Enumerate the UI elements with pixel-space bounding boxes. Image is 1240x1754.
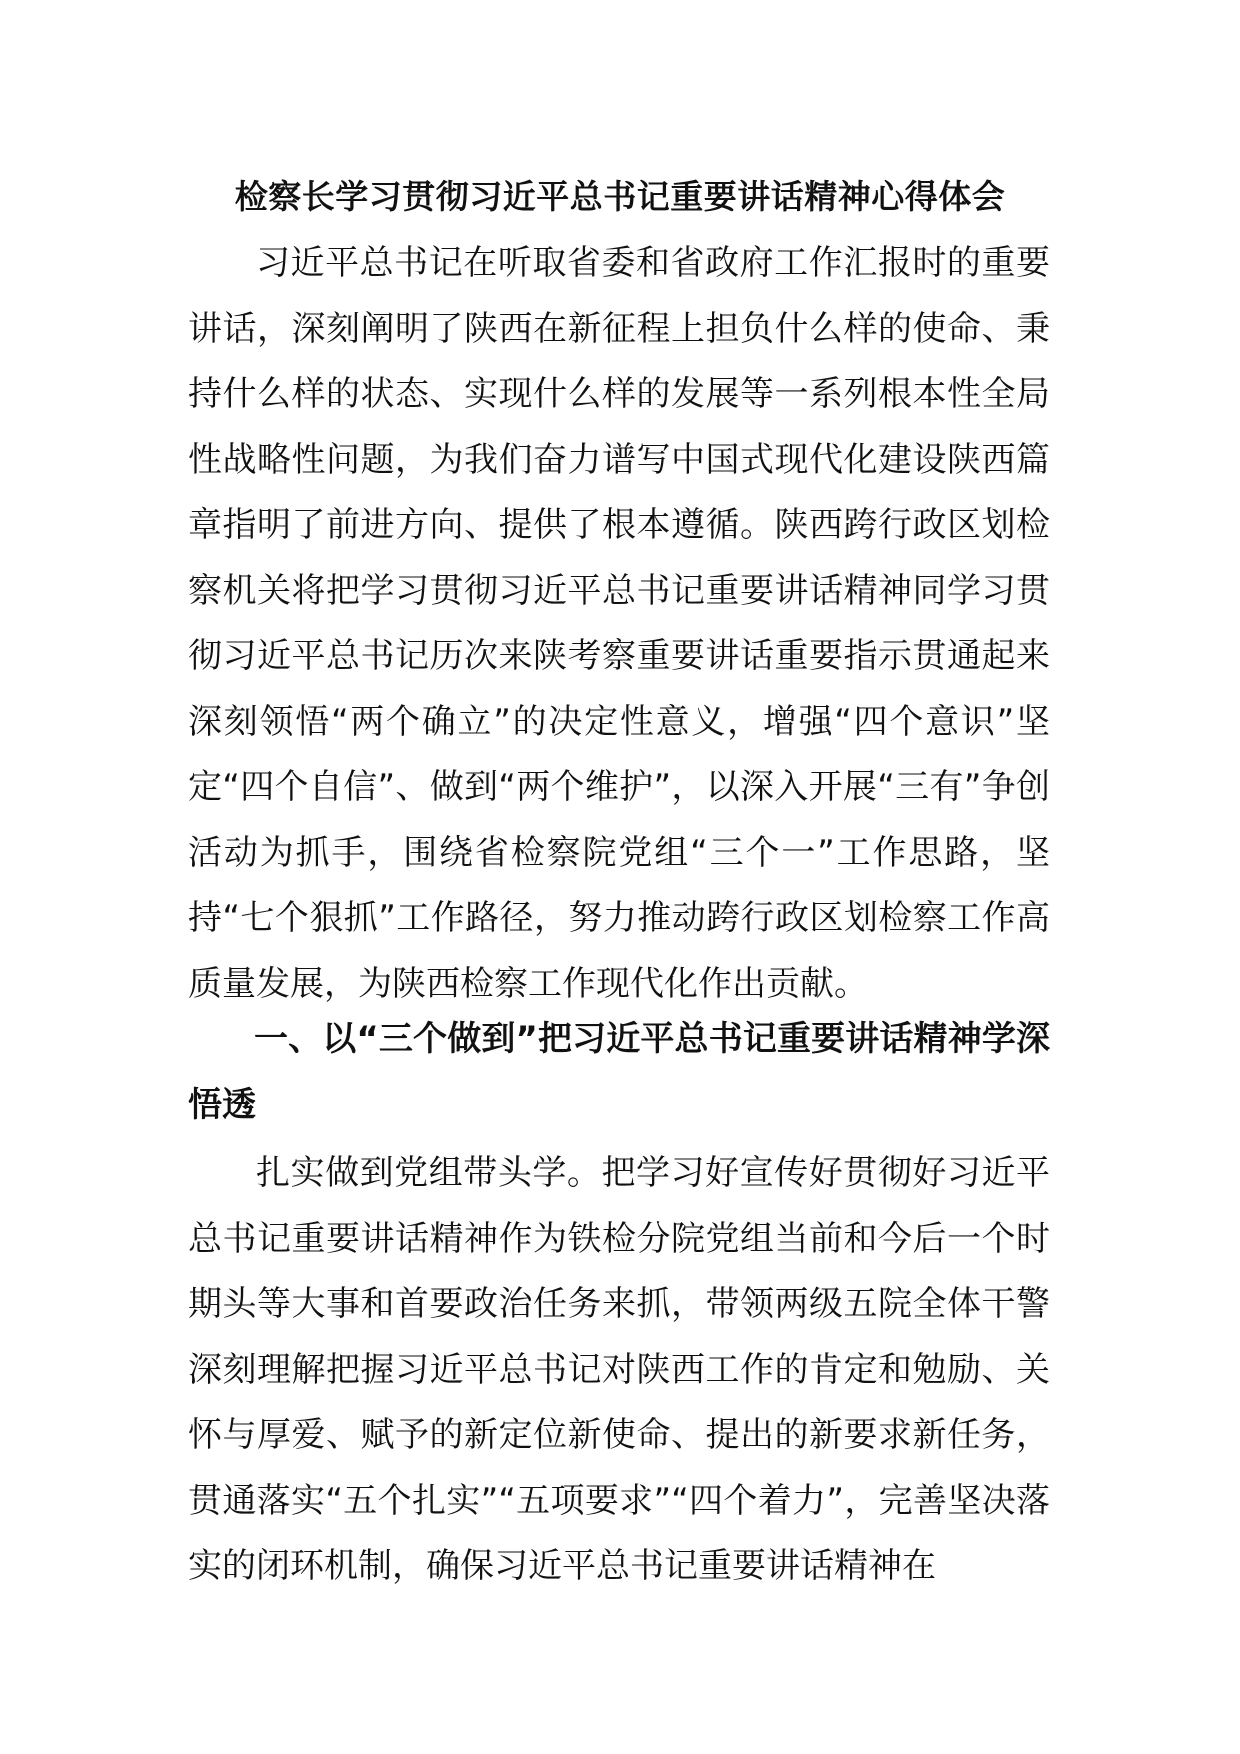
section-heading: 一、以“三个做到”把习近平总书记重要讲话精神学深悟透 [188, 1019, 1050, 1125]
body-paragraph: 习近平总书记在听取省委和省政府工作汇报时的重要讲话，深刻阐明了陕西在新征程上担负什么样的使命、秉持什么样的状态、实现什么样的发展等一系列根本性全局性战略性问题，为我们奋力谱写中国式现代化建设陕西篇章指明了前进方向、提供了根本遵循。陕西跨行政区划检察机关将把学习贯彻习近平总书记重要讲话精神同学习贯彻习近平总书记历次来陕考察重要讲话重要指示贯通起来深刻领悟“两个确立”的决定性意义，增强“四个意识”坚定“四个自信”、做到“两个维护”，以深入开展“三有”争创活动为抓手，围绕省检察院党组“三个一”工作思路，坚持“七个狠抓”工作路径，努力推动跨行政区划检察工作高质量发展，为陕西检察工作现代化作出贡献。 [188, 243, 1050, 1004]
document-title: 检察长学习贯彻习近平总书记重要讲话精神心得体会 [234, 177, 1006, 216]
body-paragraph: 扎实做到党组带头学。把学习好宣传好贯彻好习近平总书记重要讲话精神作为铁检分院党组当前和今后一个时期头等大事和首要政治任务来抓，带领两级五院全体干警深刻理解把握习近平总书记对陕西工作的肯定和勉励、关怀与厚爱、赋予的新定位新使命、提出的新要求新任务，贯通落实“五个扎实”“五项要求”“四个着力”，完善坚决落实的闭环机制，确保习近平总书记重要讲话精神在 [188, 1153, 1050, 1586]
